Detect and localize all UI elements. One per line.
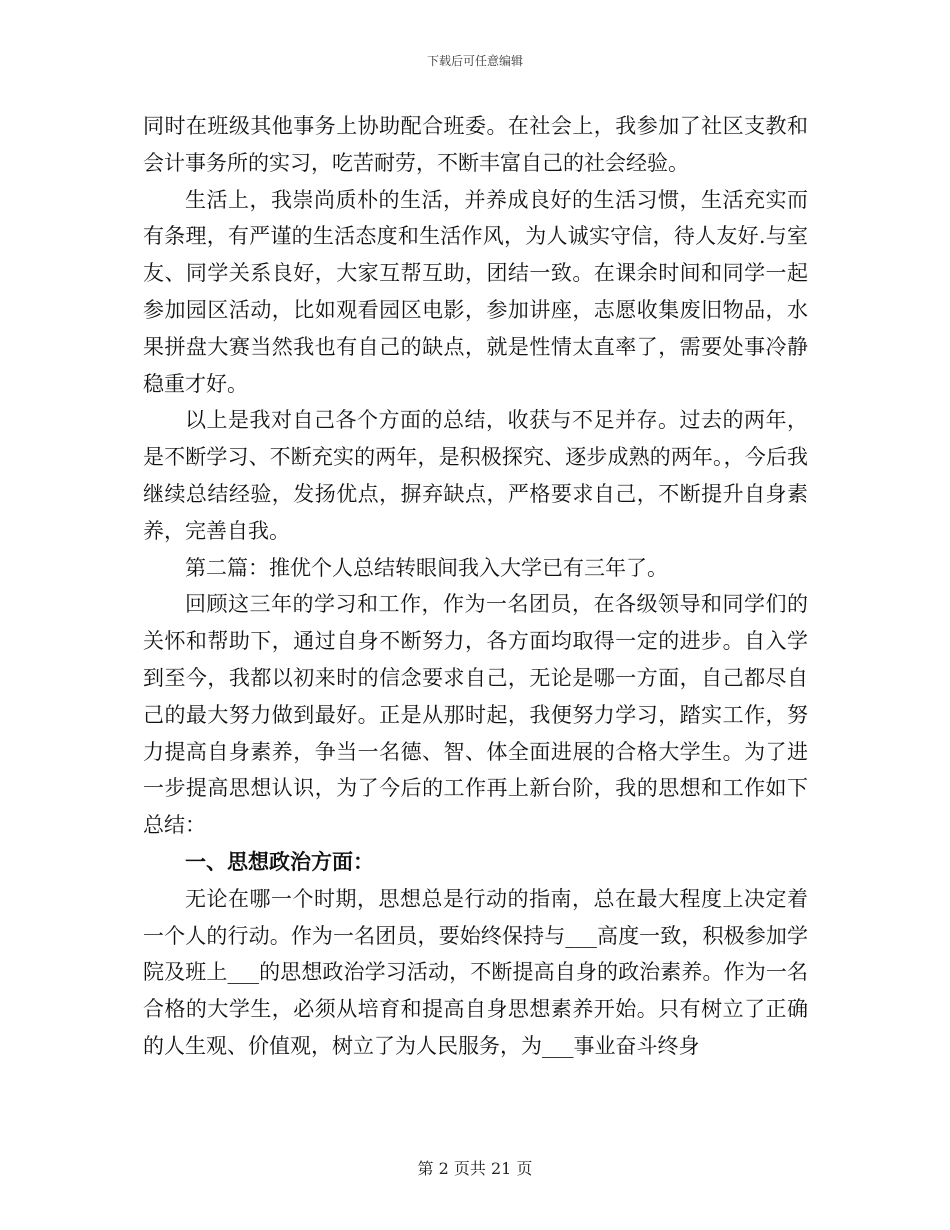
heading-ideology-politics: 一、思想政治方面：	[185, 848, 374, 874]
page-header: 下载后可任意编辑	[426, 54, 523, 68]
paragraph-continuation: 同时在班级其他事务上协助配合班委。在社会上，我参加了社区支教和会计事务所的实习，吃苦耐劳，不断丰富自己的社会经验。	[143, 114, 808, 175]
paragraph-ideology: 无论在哪一个时期，思想总是行动的指南，总在最大程度上决定着一个人的行动。作为一名团员，要始终保持与___高度一致，积极参加学院及班上___的思想政治学习活动，不断提高自身的政治素养。作为一名合格的大学生，必须从培育和提高自身思想素养开始。只有树立了正确的人生观、价值观，树立了为人民服务，为___事业奋斗终身	[143, 886, 808, 1058]
section-title-second-article: 第二篇：推优个人总结转眼间我入大学已有三年了。	[185, 555, 668, 580]
page-footer: 第 2 页共 21 页	[417, 1159, 533, 1178]
paragraph-summary: 以上是我对自己各个方面的总结，收获与不足并存。过去的两年，是不断学习、不断充实的两年，是积极探究、逐步成熟的两年。，今后我继续总结经验，发扬优点，摒弃缺点，严格要求自己，不断提升自身素养，完善自我。	[143, 408, 808, 543]
paragraph-life: 生活上，我崇尚质朴的生活，并养成良好的生活习惯，生活充实而有条理，有严谨的生活态度和生活作风，为人诚实守信，待人友好.与室友、同学关系良好，大家互帮互助，团结一致。在课余时间和同学一起参加园区活动，比如观看园区电影，参加讲座，志愿收集废旧物品，水果拼盘大赛当然我也有自己的缺点，就是性情太直率了，需要处事冷静稳重才好。	[143, 187, 808, 396]
paragraph-review: 回顾这三年的学习和工作，作为一名团员，在各级领导和同学们的关怀和帮助下，通过自身不断努力，各方面均取得一定的进步。自入学到至今，我都以初来时的信念要求自己，无论是哪一方面，自己都尽自己的最大努力做到最好。正是从那时起，我便努力学习，踏实工作，努力提高自身素养，争当一名德、智、体全面进展的合格大学生。为了进一步提高思想认识，为了今后的工作再上新台阶，我的思想和工作如下总结：	[143, 592, 808, 838]
document-body	[143, 108, 808, 1065]
